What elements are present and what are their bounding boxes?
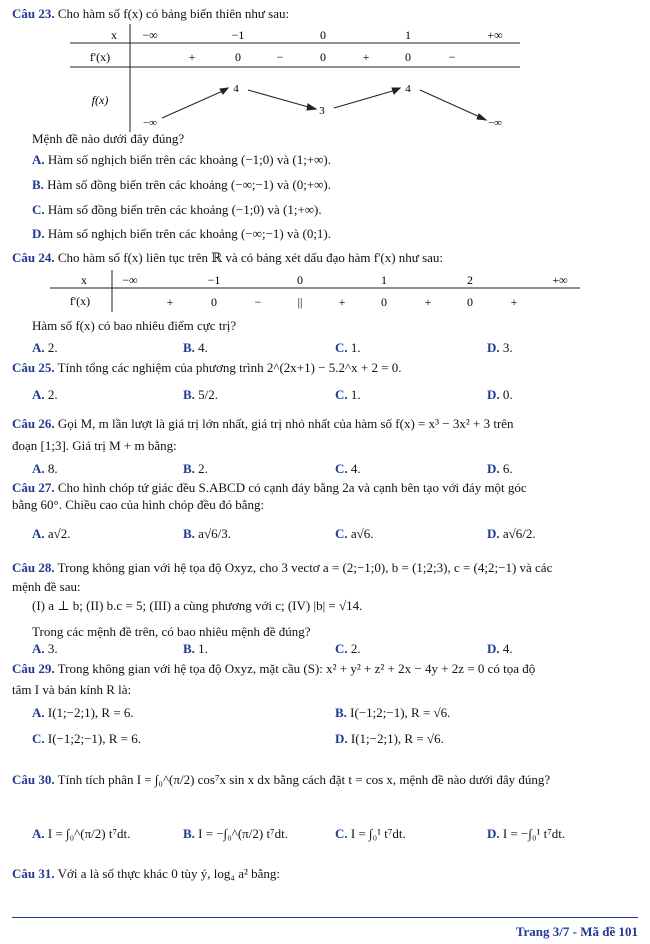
q24-x-val: +∞ [552, 273, 568, 287]
q26-stem-line2: đoạn [1;3]. Giá trị M + m bằng: [12, 438, 177, 453]
q23-sign: 0 [320, 50, 326, 64]
q23-question: Mệnh đề nào dưới đây đúng? [32, 131, 185, 146]
q24-x-label: x [81, 273, 87, 287]
q23-option-b[interactable]: B. Hàm số đồng biến trên các khoảng (−∞;−1) và (0;+∞). [32, 177, 332, 192]
q24-question: Hàm số f(x) có bao nhiêu điểm cực trị? [32, 318, 237, 333]
q24-option-b[interactable]: B. 4. [183, 340, 208, 355]
q24-stem: Câu 24. Cho hàm số f(x) liên tục trên ℝ và có bảng xét dấu đạo hàm f'(x) như sau: [12, 250, 444, 265]
q23-x-val: 0 [320, 28, 326, 42]
q29-stem-line2: tâm I và bán kính R là: [12, 682, 132, 697]
q30-stem: Câu 30. Tính tích phân I = ∫₀^(π/2) cos⁷x sin x dx bằng cách đặt t = cos x, mệnh đề nào dưới đây đúng? [12, 772, 551, 787]
q23-x-val: −1 [231, 28, 245, 42]
q26-option-a[interactable]: A. 8. [32, 461, 58, 476]
q23-x-val: +∞ [487, 28, 503, 42]
q24-fp-label: f'(x) [69, 294, 91, 308]
q28-stem: Câu 28. Trong không gian với hệ tọa độ Oxyz, cho 3 vectơ a = (2;−1;0), b = (1;2;3), c = (4;2;−1) và các [12, 560, 553, 575]
q29-option-d[interactable]: D. I(1;−2;1), R = √6. [335, 731, 444, 746]
q24-x-val: −∞ [122, 273, 138, 287]
q28-stem-line2: mệnh đề sau: [12, 579, 81, 594]
q23-f-val: −∞ [142, 117, 158, 129]
q29-option-a[interactable]: A. I(1;−2;1), R = 6. [32, 705, 134, 720]
q24-option-c[interactable]: C. 1. [335, 340, 361, 355]
q23-variation-table [70, 24, 520, 132]
q24-option-d[interactable]: D. 3. [487, 340, 513, 355]
q28-option-d[interactable]: D. 4. [487, 641, 513, 656]
q29-stem: Câu 29. Trong không gian với hệ tọa độ Oxyz, mặt cầu (S): x² + y² + z² + 2x − 4y + 2z = 0 có tọa độ [12, 661, 536, 676]
q30-option-a[interactable]: A. I = ∫₀^(π/2) t⁷dt. [32, 826, 131, 841]
q24-sign: + [338, 295, 346, 309]
q23-f-val: 3 [319, 105, 325, 117]
q26-stem: Câu 26. Gọi M, m lần lượt là giá trị lớn nhất, giá trị nhỏ nhất của hàm số f(x) = x³ − 3x² + 3 trên [12, 416, 514, 431]
q23-sign: 0 [405, 50, 411, 64]
q24-sign: 0 [211, 295, 217, 309]
q24-x-val: −1 [207, 273, 221, 287]
q25-option-b[interactable]: B. 5/2. [183, 387, 219, 402]
q28-option-b[interactable]: B. 1. [183, 641, 208, 656]
q28-statements: (I) a ⊥ b; (II) b.c = 5; (III) a cùng phương với c; (IV) |b| = √14. [32, 598, 363, 613]
q24-sign: || [297, 295, 303, 309]
q26-option-d[interactable]: D. 6. [487, 461, 513, 476]
footer-divider [12, 917, 638, 918]
q23-sign: − [448, 50, 456, 64]
q24-sign: + [166, 295, 174, 309]
q25-option-a[interactable]: A. 2. [32, 387, 58, 402]
page-footer: Trang 3/7 - Mã đề 101 [515, 924, 638, 939]
q30-option-d[interactable]: D. I = −∫₀¹ t⁷dt. [487, 826, 566, 841]
q30-option-b[interactable]: B. I = −∫₀^(π/2) t⁷dt. [183, 826, 288, 841]
q24-x-val: 2 [467, 273, 473, 287]
q29-option-b[interactable]: B. I(−1;2;−1), R = √6. [335, 705, 451, 720]
q23-f-label: f(x) [91, 93, 109, 107]
q25-option-d[interactable]: D. 0. [487, 387, 513, 402]
q23-stem-text: Cho hàm số f(x) có bảng biến thiên như sau: [57, 6, 290, 21]
q29-option-c[interactable]: C. I(−1;2;−1), R = 6. [32, 731, 142, 746]
q27-stem: Câu 27. Cho hình chóp tứ giác đều S.ABCD có cạnh đáy bằng 2a và cạnh bên tạo với đáy một góc [12, 480, 527, 495]
q24-sign: 0 [467, 295, 473, 309]
q23-x-val: 1 [405, 28, 411, 42]
q23-fp-label: f'(x) [89, 50, 111, 64]
q24-x-val: 1 [381, 273, 387, 287]
q27-stem-line2: bằng 60°. Chiều cao của hình chóp đều đó bằng: [12, 497, 265, 512]
q26-option-c[interactable]: C. 4. [335, 461, 361, 476]
q24-sign: − [254, 295, 262, 309]
q23-stem [12, 6, 289, 22]
q23-sign: − [276, 50, 284, 64]
q23-x-val: −∞ [142, 28, 158, 42]
q28-option-c[interactable]: C. 2. [335, 641, 361, 656]
q23-sign: 0 [235, 50, 241, 64]
q24-option-a[interactable]: A. 2. [32, 340, 58, 355]
q24-x-val: 0 [297, 273, 303, 287]
q28-option-a[interactable]: A. 3. [32, 641, 58, 656]
q23-sign: + [188, 50, 196, 64]
q23-option-c[interactable]: C. Hàm số đồng biến trên các khoảng (−1;0) và (1;+∞). [32, 202, 322, 217]
q23-f-val: 4 [405, 83, 411, 95]
q27-option-d[interactable]: D. a√6/2. [487, 526, 536, 541]
q27-option-b[interactable]: B. a√6/3. [183, 526, 231, 541]
q23-f-val: 4 [233, 83, 239, 95]
q23-option-d[interactable]: D. Hàm số nghịch biến trên các khoảng (−∞;−1) và (0;1). [32, 226, 332, 241]
q28-question: Trong các mệnh đề trên, có bao nhiêu mệnh đề đúng? [32, 624, 311, 639]
q24-sign-table [50, 270, 580, 312]
q23-x-label: x [111, 28, 117, 42]
q27-option-a[interactable]: A. a√2. [32, 526, 71, 541]
q24-sign: 0 [381, 295, 387, 309]
q25-stem: Câu 25. Tính tổng các nghiệm của phương trình 2^(2x+1) − 5.2^x + 2 = 0. [12, 360, 402, 375]
q23-f-val: −∞ [487, 117, 503, 129]
q30-option-c[interactable]: C. I = ∫₀¹ t⁷dt. [335, 826, 406, 841]
q26-option-b[interactable]: B. 2. [183, 461, 208, 476]
q31-stem: Câu 31. Với a là số thực khác 0 tùy ý, log₄ a² bằng: [12, 866, 280, 881]
q23-sign: + [362, 50, 370, 64]
q23-option-a[interactable]: A. Hàm số nghịch biến trên các khoảng (−1;0) và (1;+∞). [32, 152, 332, 167]
q24-sign: + [510, 295, 518, 309]
q24-sign: + [424, 295, 432, 309]
q25-option-c[interactable]: C. 1. [335, 387, 361, 402]
q23-number: Câu 23. [12, 6, 55, 21]
q27-option-c[interactable]: C. a√6. [335, 526, 374, 541]
